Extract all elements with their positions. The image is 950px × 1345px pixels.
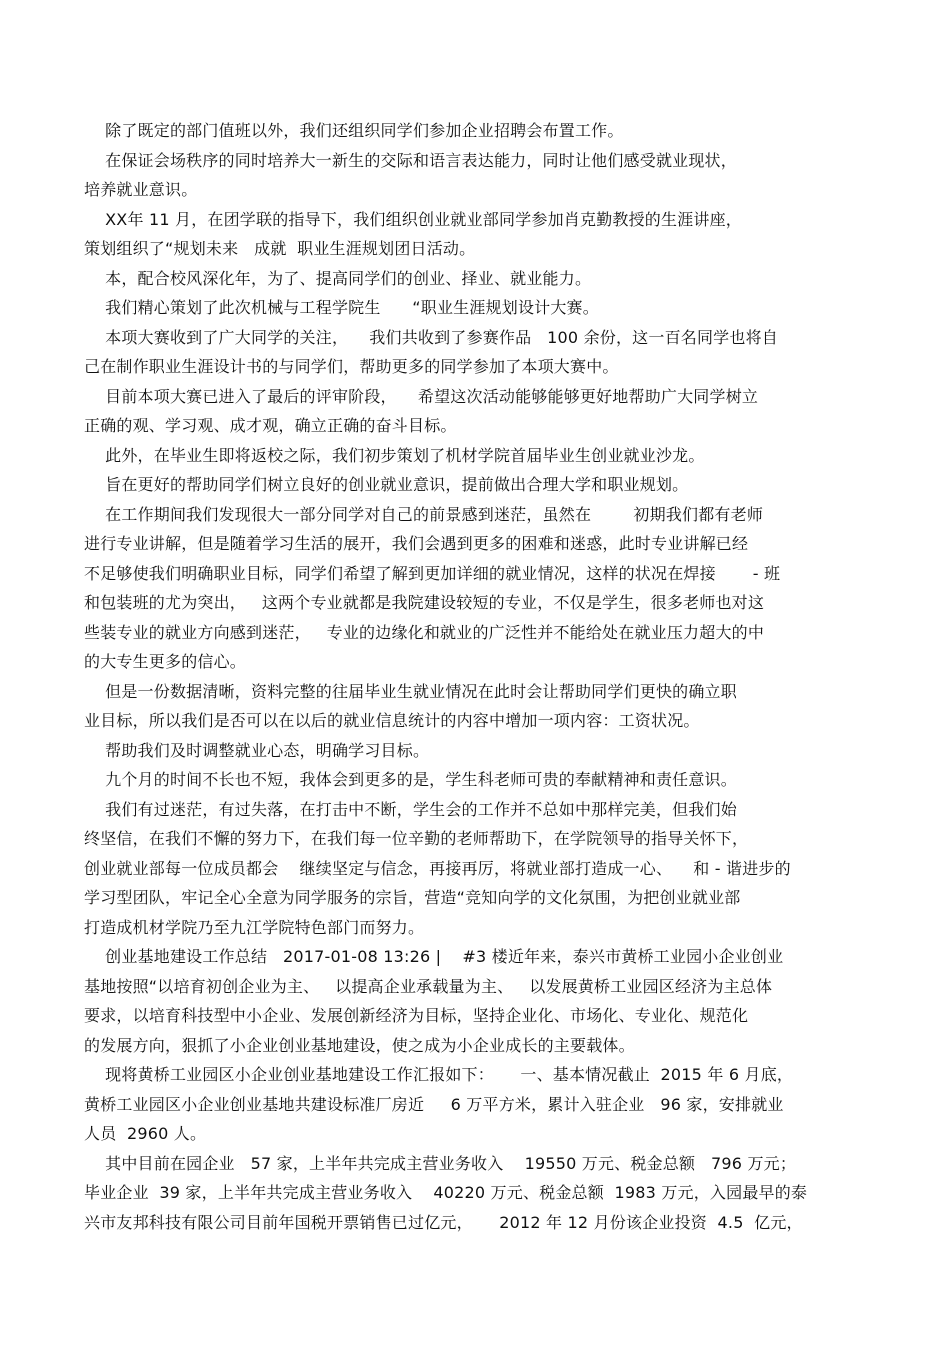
- text-line: 人员 2960 人。: [84, 1124, 207, 1143]
- text-line: 些装专业的就业方向感到迷茫， 专业的边缘化和就业的广泛性并不能给处在就业压力超大的中: [84, 623, 765, 642]
- text-line: 业目标，所以我们是否可以在以后的就业信息统计的内容中增加一项内容：工资状况。: [84, 711, 700, 730]
- text-line: 正确的观、学习观、成才观，确立正确的奋斗目标。: [84, 416, 457, 435]
- text-line: 此外，在毕业生即将返校之际，我们初步策划了机材学院首届毕业生创业就业沙龙。: [84, 446, 705, 465]
- text-line: 不足够使我们明确职业目标，同学们希望了解到更加详细的就业情况，这样的状况在焊接 - 班: [84, 564, 781, 583]
- text-line: 打造成机材学院乃至九江学院特色部门而努力。: [84, 918, 425, 937]
- text-line: XX年 11 月，在团学联的指导下，我们组织创业就业部同学参加肖克勤教授的生涯讲座，: [84, 210, 742, 229]
- text-line: 要求，以培育科技型中小企业、发展创新经济为目标，坚持企业化、市场化、专业化、规范化: [84, 1006, 749, 1025]
- text-line: 进行专业讲解，但是随着学习生活的展开，我们会遇到更多的困难和迷惑，此时专业讲解已经: [84, 534, 749, 553]
- text-line: 毕业企业 39 家，上半年共完成主营业务收入 40220 万元、税金总额 1983 万元，入园最早的泰: [84, 1183, 808, 1202]
- text-line: 目前本项大赛已进入了最后的评审阶段， 希望这次活动能够能够更好地帮助广大同学树立: [84, 387, 759, 406]
- text-line: 培养就业意识。: [84, 180, 198, 199]
- text-line: 基地按照“以培育初创企业为主、 以提高企业承载量为主、 以发展黄桥工业园区经济为主总体: [84, 977, 773, 996]
- text-line: 学习型团队，牢记全心全意为同学服务的宗旨，营造“竞知向学的文化氛围，为把创业就业部: [84, 888, 741, 907]
- text-line: 本项大赛收到了广大同学的关注， 我们共收到了参赛作品 100 余份，这一百名同学也将自: [84, 328, 778, 347]
- text-line: 其中目前在园企业 57 家，上半年共完成主营业务收入 19550 万元、税金总额 796 万元；: [84, 1154, 797, 1173]
- text-line: 的大专生更多的信心。: [84, 652, 247, 671]
- text-line: 旨在更好的帮助同学们树立良好的创业就业意识，提前做出合理大学和职业规划。: [84, 475, 689, 494]
- text-line: 但是一份数据清晰，资料完整的往届毕业生就业情况在此时会让帮助同学们更快的确立职: [84, 682, 737, 701]
- text-line: 我们精心策划了此次机械与工程学院生 “职业生涯规划设计大赛。: [84, 298, 599, 317]
- text-line: 我们有过迷茫，有过失落，在打击中不断，学生会的工作并不总如中那样完美，但我们始: [84, 800, 737, 819]
- text-line: 策划组织了“规划未来 成就 职业生涯规划团日活动。: [84, 239, 476, 258]
- text-line: 本，配合校风深化年，为了、提高同学们的创业、择业、就业能力。: [84, 269, 592, 288]
- text-line: 己在制作职业生涯设计书的与同学们，帮助更多的同学参加了本项大赛中。: [84, 357, 619, 376]
- text-line: 黄桥工业园区小企业创业基地共建设标准厂房近 6 万平方米，累计入驻企业 96 家，安排就业: [84, 1095, 784, 1114]
- text-line: 帮助我们及时调整就业心态，明确学习目标。: [84, 741, 430, 760]
- text-line: 除了既定的部门值班以外，我们还组织同学们参加企业招聘会布置工作。: [84, 121, 624, 140]
- text-line: 九个月的时间不长也不短，我体会到更多的是，学生科老师可贵的奉献精神和责任意识。: [84, 770, 737, 789]
- text-line: 终坚信，在我们不懈的努力下，在我们每一位辛勤的老师帮助下，在学院领导的指导关怀下，: [84, 829, 749, 848]
- text-line: 创业就业部每一位成员都会 继续坚定与信念，再接再厉，将就业部打造成一心、 和 - 谐进步的: [84, 859, 791, 878]
- text-line: 的发展方向，狠抓了小企业创业基地建设，使之成为小企业成长的主要载体。: [84, 1036, 635, 1055]
- text-line: 在工作期间我们发现很大一部分同学对自己的前景感到迷茫，虽然在 初期我们都有老师: [84, 505, 764, 524]
- text-line: 兴市友邦科技有限公司目前年国税开票销售已过亿元， 2012 年 12 月份该企业投资 4.5 亿元，: [84, 1213, 803, 1232]
- text-line: 在保证会场秩序的同时培养大一新生的交际和语言表达能力，同时让他们感受就业现状，: [84, 151, 737, 170]
- text-line: 和包装班的尤为突出， 这两个专业就都是我院建设较短的专业，不仅是学生，很多老师也对这: [84, 593, 765, 612]
- text-line: 现将黄桥工业园区小企业创业基地建设工作汇报如下： 一、基本情况截止 2015 年 6 月底，: [84, 1065, 794, 1084]
- text-line: 创业基地建设工作总结 2017-01-08 13:26 | #3 楼近年来，泰兴市黄桥工业园小企业创业: [84, 947, 784, 966]
